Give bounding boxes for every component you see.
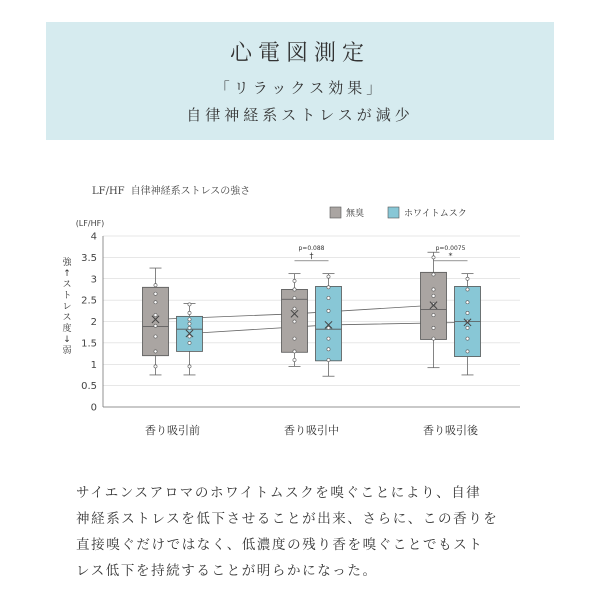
data-point xyxy=(154,365,157,368)
footer-line: 神経系ストレスを低下させることが出来、さらに、この香りを xyxy=(76,511,499,527)
data-point xyxy=(432,273,435,276)
data-point xyxy=(188,322,191,325)
data-point xyxy=(154,324,157,327)
data-point xyxy=(154,335,157,338)
p-value-label: p=0.0075 xyxy=(435,244,466,252)
y-axis-label: (LF/HF) xyxy=(75,219,105,228)
data-point xyxy=(188,365,191,368)
x-tick-label: 香り吸引中 xyxy=(284,424,339,437)
data-point xyxy=(293,320,296,323)
data-point xyxy=(188,341,191,344)
data-point xyxy=(466,337,469,340)
data-point xyxy=(432,326,435,329)
y-tick-label: 1 xyxy=(90,359,97,371)
y-tick-label: 3 xyxy=(90,274,97,286)
chart-title-label: 自律神経系ストレスの強さ xyxy=(130,186,251,197)
data-point xyxy=(293,358,296,361)
data-point xyxy=(154,313,157,316)
data-point xyxy=(293,307,296,310)
data-point xyxy=(154,284,157,287)
data-point xyxy=(327,326,330,329)
y-tick-label: 4 xyxy=(90,231,97,243)
banner-tagline: 自律神経系ストレスが減少 xyxy=(186,106,414,124)
data-point xyxy=(188,318,191,321)
data-point xyxy=(327,275,330,278)
box xyxy=(143,287,169,355)
data-point xyxy=(432,313,435,316)
significance-symbol: * xyxy=(448,251,453,261)
y-tick-label: 2.5 xyxy=(81,295,97,307)
significance-symbol: † xyxy=(309,251,314,261)
data-point xyxy=(188,335,191,338)
data-point xyxy=(154,301,157,304)
data-point xyxy=(466,288,469,291)
data-point xyxy=(327,286,330,289)
data-point xyxy=(327,296,330,299)
y-tick-label: 0.5 xyxy=(81,381,97,393)
data-point xyxy=(293,288,296,291)
data-point xyxy=(154,292,157,295)
data-point xyxy=(293,337,296,340)
data-point xyxy=(188,326,191,329)
data-point xyxy=(293,296,296,299)
data-point xyxy=(432,294,435,297)
data-point xyxy=(466,277,469,280)
data-point xyxy=(293,279,296,282)
legend-label: ホワイトムスク xyxy=(404,209,467,219)
footer-line: サイエンスアロマのホワイトムスクを嗅ぐことにより、自律 xyxy=(76,485,482,501)
x-tick-label: 香り吸引前 xyxy=(145,424,200,437)
data-point xyxy=(432,256,435,259)
legend-swatch xyxy=(388,207,399,218)
data-point xyxy=(293,350,296,353)
chart-title-lead: LF/HF xyxy=(92,186,125,197)
data-point xyxy=(327,358,330,361)
data-point xyxy=(327,309,330,312)
data-point xyxy=(188,303,191,306)
data-point xyxy=(466,350,469,353)
data-point xyxy=(466,301,469,304)
footer-line: 直接嗅ぐだけではなく、低濃度の残り香を嗅ぐことでもスト xyxy=(76,537,484,553)
legend-label: 無臭 xyxy=(346,209,365,219)
data-point xyxy=(154,350,157,353)
banner-title: 心電図測定 xyxy=(229,41,370,66)
y-tick-label: 3.5 xyxy=(81,252,97,264)
data-point xyxy=(327,348,330,351)
x-tick-label: 香り吸引後 xyxy=(423,424,478,437)
data-point xyxy=(188,311,191,314)
footer-line: レス低下を持続することが明らかになった。 xyxy=(76,563,378,579)
footer-text xyxy=(76,480,532,584)
stress-direction-label: 強↑ストレス度↓弱 xyxy=(62,258,72,356)
banner-subtitle: 「リラックス効果」 xyxy=(214,79,386,97)
data-point xyxy=(466,326,469,329)
p-value-label: p=0.088 xyxy=(298,244,325,252)
y-tick-label: 2 xyxy=(90,317,97,328)
y-tick-label: 1.5 xyxy=(81,338,97,350)
data-point xyxy=(432,288,435,291)
data-point xyxy=(327,337,330,340)
y-tick-label: 0 xyxy=(90,402,97,414)
data-point xyxy=(432,337,435,340)
data-point xyxy=(466,311,469,314)
legend-swatch xyxy=(330,207,341,218)
